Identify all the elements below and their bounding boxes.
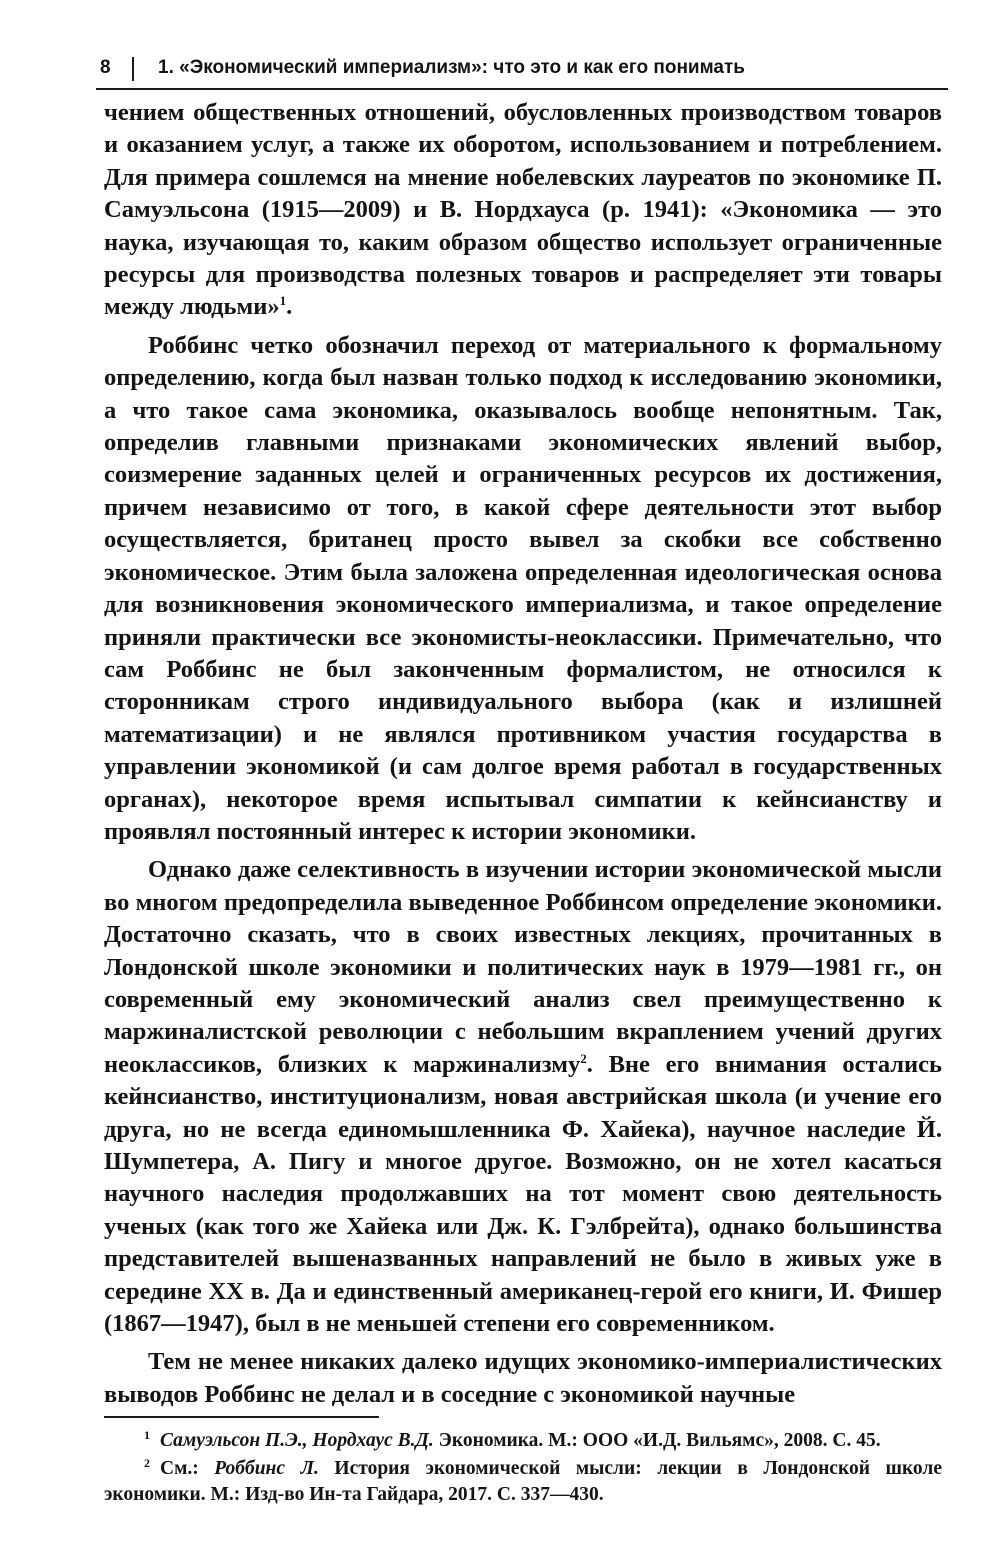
footnote-authors: Роббинс Л. [214, 1458, 319, 1479]
footnote-text: История экономической мысли: лекции в Лондонской школе экономики. М.: Изд-во Ин-та Гайдара, 2017. С. 337—430. [104, 1458, 943, 1505]
footnote-authors: Самуэльсон П.Э., Нордхаус В.Д. [160, 1430, 434, 1451]
paragraph-continued [104, 97, 942, 324]
footnote-ref: 1 [279, 293, 287, 309]
paragraph [104, 330, 942, 849]
paragraph [104, 1346, 942, 1411]
paragraph-tail: . Вне его внимания остались кейнсианство, институционализм, новая австрийская школа (и учение его друга, но не всегда единомышленника Ф. Хайека), научное наследие Й. Шумпетера, А. Пигу и многое другое. Возможно, он не хотел касаться научного наследия продолжавших на тот момент свою деятельность ученых (как того же Хайека или Дж. К. Гэлбрейта), однако большинства представителей вышеназванных направлений не было в живых уже в середине XX в. Да и единственный американец-герой его книги, И. Фишер (1867—1947), был в не меньшей степени его современником. [104, 1050, 942, 1338]
main-text [104, 97, 942, 1411]
footnote-separator [104, 1416, 379, 1418]
paragraph-tail: . [286, 293, 293, 321]
footnotes [104, 1428, 942, 1508]
header-divider [132, 57, 134, 81]
footnote-number: 1 [144, 1427, 150, 1442]
paragraph-text: Однако даже селективность в изучении истории экономической мысли во многом предопределила выведенное Роббинсом определение экономики. Достаточно сказать, что в своих известных лекциях, прочитанных в Лондонской школе экономики и политических наук в 1979—1981 гг., он современный ему экономический анализ свел преимущественно к маржиналистской революции с небольшим вкраплением учений других неоклассиков, близких к маржинализму [104, 856, 942, 1078]
paragraph-text: чением общественных отношений, обусловленных производством товаров и оказанием услуг, а также их оборотом, использованием и потреблением. Для примера сошлемся на мнение нобелевских лауреатов по экономике П. Самуэльсона (1915—2009) и В. Нордхауса (р. 1941): «Экономика — это наука, изучающая то, каким образом общество использует ограниченные ресурсы для производства полезных товаров и распределяет эти товары между людьми» [104, 99, 942, 321]
footnote-text: Экономика. М.: ООО «И.Д. Вильямс», 2008. С. 45. [438, 1430, 881, 1451]
footnote-prefix: См.: [160, 1458, 199, 1479]
page-number: 8 [100, 57, 111, 78]
footnote-ref: 2 [580, 1050, 587, 1066]
running-header [96, 52, 948, 90]
footnote [104, 1428, 942, 1454]
paragraph-text: Роббинс четко обозначил переход от материального к формальному определению, когда был назван только подход к исследованию экономики, а что такое сама экономика, оказывалось вообще непонятным. Так, определив главными признаками экономических явлений выбор, соизмерение заданных целей и ограниченных ресурсов их достижения, причем независимо от того, в какой сфере деятельности этот выбор осуществляется, британец просто вывел за скобки все собственно экономическое. Этим была заложена определенная идеологическая основа для возникновения экономического империализма, и такое определение приняли практически все экономисты-неоклассики. Примечательно, что сам Роббинс не был законченным формалистом, не относился к сторонникам строго индивидуального выбора (как и излишней математизации) и не являлся противником участия государства в управлении экономикой (и сам долгое время работал в государственных органах), некоторое время испытывал симпатии к кейнсианству и проявлял постоянный интерес к истории экономики. [104, 331, 942, 845]
paragraph [104, 854, 942, 1340]
running-title: 1. «Экономический империализм»: что это и как его понимать [158, 57, 745, 78]
footnote [104, 1456, 942, 1508]
paragraph-text: Тем не менее никаких далеко идущих экономико-империалистических выводов Роббинс не делал и в соседние с экономикой научные [104, 1348, 942, 1408]
footnote-number: 2 [144, 1455, 150, 1470]
